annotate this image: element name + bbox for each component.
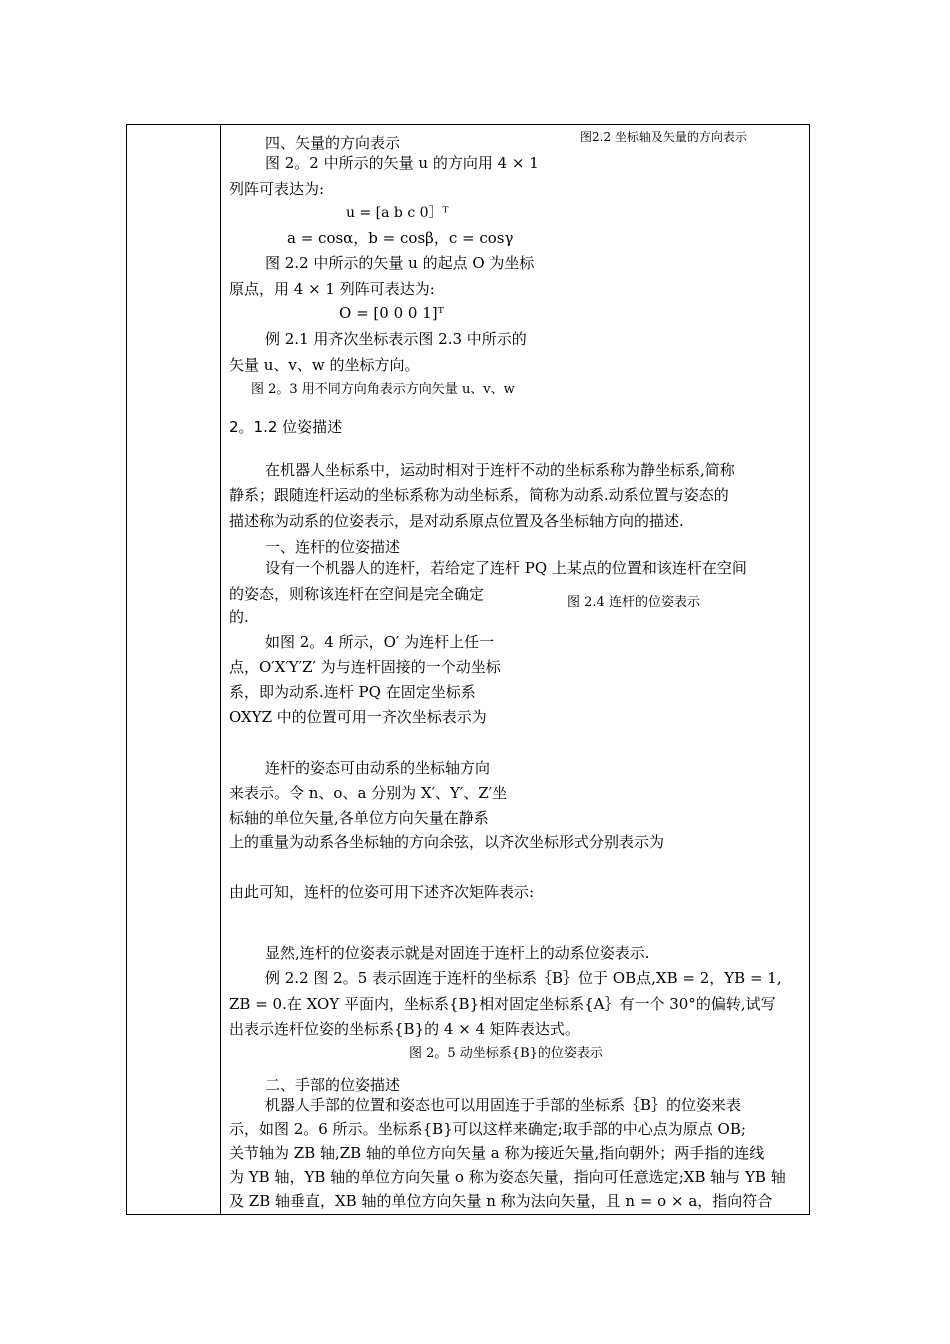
para-line: 列阵可表达为: (229, 180, 325, 198)
para-line: 图 2.2 中所示的矢量 u 的起点 O 为坐标 (265, 254, 535, 272)
para-line: 图 2。2 中所示的矢量 u 的方向用 4 × 1 (265, 154, 539, 172)
fig23-caption: 图 2。3 用不同方向角表示方向矢量 u、v、w (251, 382, 515, 397)
para-line: ZB = 0.在 XOY 平面内，坐标系{B}相对固定坐标系{A｝有一个 30°的偏转,试写 (229, 995, 776, 1013)
para-line: 为 YB 轴，YB 轴的单位方向矢量 o 称为姿态矢量，指向可任意选定;XB 轴与 YB 轴 (229, 1168, 786, 1186)
column-divider (220, 124, 221, 1215)
para-line: 描述称为动系的位姿表示，是对动系原点位置及各坐标轴方向的描述. (229, 512, 684, 530)
para-line: 出表示连杆位姿的坐标系{B}的 4 × 4 矩阵表达式。 (229, 1020, 580, 1038)
para-line: 显然,连杆的位姿表示就是对固连于连杆上的动系位姿表示. (265, 944, 650, 962)
para-line: OXYZ 中的位置可用一齐次坐标表示为 (229, 708, 487, 726)
para-line: 的姿态，则称该连杆在空间是完全确定 (229, 585, 485, 603)
para-line: 静系；跟随连杆运动的坐标系称为动坐标系，简称为动系.动系位置与姿态的 (229, 486, 729, 504)
para-line: 设有一个机器人的连杆，若给定了连杆 PQ 上某点的位置和该连杆在空间 (265, 559, 747, 577)
para-line: 连杆的姿态可由动系的坐标轴方向 (265, 759, 491, 777)
para-line: 由此可知，连杆的位姿可用下述齐次矩阵表示: (229, 883, 535, 901)
example-2-1: 例 2.1 用齐次坐标表示图 2.3 中所示的 (265, 330, 527, 348)
para-line: 在机器人坐标系中，运动时相对于连杆不动的坐标系称为静坐标系,简称 (265, 461, 735, 479)
para-line: 示，如图 2。6 所示。坐标系{B}可以这样来确定;取手部的中心点为原点 OB; (229, 1120, 746, 1138)
para-line: 上的重量为动系各坐标轴的方向余弦，以齐次坐标形式分别表示为 (229, 833, 665, 851)
equation-o: O = [0 0 0 1]ᵀ (339, 304, 444, 322)
equation-u: u = [a b c 0］ᵀ (346, 205, 449, 221)
para-line: 关节轴为 ZB 轴,ZB 轴的单位方向矢量 a 称为接近矢量,指向朝外；两手指的连线 (229, 1144, 765, 1162)
section-title: 2。1.2 位姿描述 (229, 418, 343, 436)
para-line: 来表示。令 n、o、a 分别为 X′、Y′、Z′坐 (229, 784, 508, 802)
para-line: 系，即为动系.连杆 PQ 在固定坐标系 (229, 683, 476, 701)
para-line: 及 ZB 轴垂直，XB 轴的单位方向矢量 n 称为法向矢量，且 n = o × a，指向符合 (229, 1192, 773, 1210)
para-line: 矢量 u、v、w 的坐标方向。 (229, 356, 420, 374)
para-line: 的. (229, 608, 249, 626)
heading-link-pose: 一、连杆的位姿描述 (265, 538, 401, 556)
para-line: 点，O′X′Y′Z′ 为与连杆固接的一个动坐标 (229, 658, 501, 676)
fig24-caption: 图 2.4 连杆的位姿表示 (567, 595, 700, 610)
para-line: 机器人手部的位置和姿态也可以用固连于手部的坐标系｛B｝的位姿来表 (265, 1096, 742, 1114)
heading-hand-pose: 二、手部的位姿描述 (265, 1076, 401, 1094)
para-line: 标轴的单位矢量,各单位方向矢量在静系 (229, 809, 489, 827)
example-2-2: 例 2.2 图 2。5 表示固连于连杆的坐标系｛B｝位于 OB点,XB = 2，YB = 1, (265, 969, 782, 987)
equation-cos: a = cosα，b = cosβ，c = cosγ (287, 229, 514, 247)
para-line: 原点，用 4 × 1 列阵可表达为: (229, 280, 435, 298)
para-line: 如图 2。4 所示，O′ 为连杆上任一 (265, 633, 495, 651)
fig22-caption: 图2.2 坐标轴及矢量的方向表示 (580, 130, 747, 144)
fig25-caption: 图 2。5 动坐标系{B}的位姿表示 (409, 1046, 603, 1061)
heading-vector-direction: 四、矢量的方向表示 (265, 134, 401, 152)
